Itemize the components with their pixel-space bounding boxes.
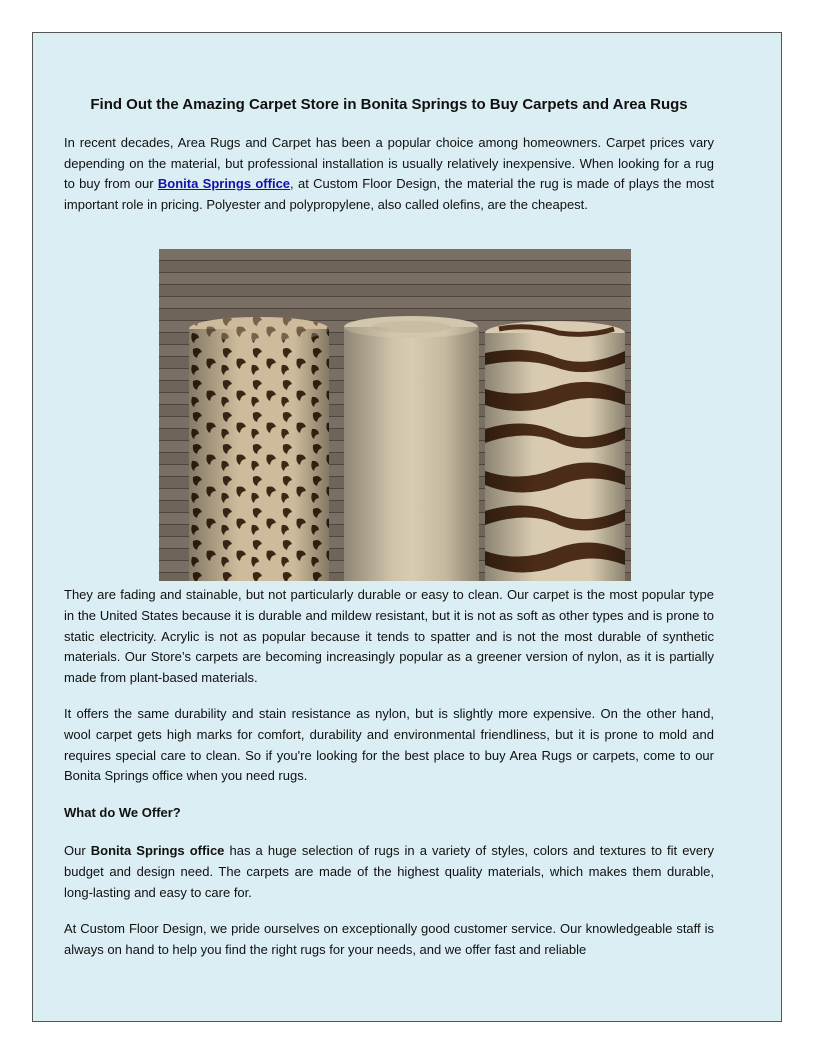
zebra-rug-roll <box>485 321 625 581</box>
paragraph-durability: It offers the same durability and stain resistance as nylon, but is slightly more expensive. On the other hand, wool carpet gets high marks for comfort, durability and environmental friendliness, but it is prone to mold and requires special care to clean. So if you're looking for the best place to buy Area Rugs or carpets, come to our Bonita Springs office when you need rugs. <box>64 706 714 784</box>
intro-text-end: , at Custom Floor Design, the material the rug is made of plays the most important role in pricing. Polyester and polypropylene, also called olefins, are the cheapest. <box>64 176 715 212</box>
paragraph-offer <box>64 841 714 903</box>
paragraph-intro <box>64 133 714 215</box>
paragraph-service: At Custom Floor Design, we pride ourselves on exceptionally good customer service. Our knowledgeable staff is always on hand to help you find the right rugs for your needs, and we offer fast and reliable <box>64 921 714 957</box>
bonita-springs-office-link[interactable]: Bonita Springs office <box>157 176 291 192</box>
paragraph-materials: They are fading and stainable, but not particularly durable or easy to clean. Our carpet is the most popular type in the United States because it is durable and mildew resistant, but it is not as soft as other types and is prone to static electricity. Acrylic is not as popular because it tends to spatter and is not the most durable of synthetic materials. Our Store’s carpets are becoming increasingly popular as a greener version of nylon, as it is partially made from plant-based materials. <box>64 587 714 685</box>
beige-rug-roll <box>344 316 479 581</box>
offer-text-start: Our <box>64 843 91 859</box>
document-title: Find Out the Amazing Carpet Store in Bonita Springs to Buy Carpets and Area Rugs <box>90 96 688 113</box>
carpet-rolls-photo <box>159 249 631 581</box>
intro-text-start: In recent decades, Area Rugs and Carpet has been a popular choice among homeowners. Carpet prices vary depending on the material, but professional installation is usually relatively inexpensive. When looking for a rug to buy from our <box>64 135 714 192</box>
offer-bold-text: Bonita Springs office <box>90 843 225 859</box>
section-heading: What do We Offer? <box>64 804 181 820</box>
leopard-rug-roll <box>189 317 329 581</box>
offer-text-end: has a huge selection of rugs in a variety of styles, colors and textures to fit every budget and design need. The carpets are made of the highest quality materials, which makes them durable, long-lasting and easy to care for. <box>64 843 714 900</box>
